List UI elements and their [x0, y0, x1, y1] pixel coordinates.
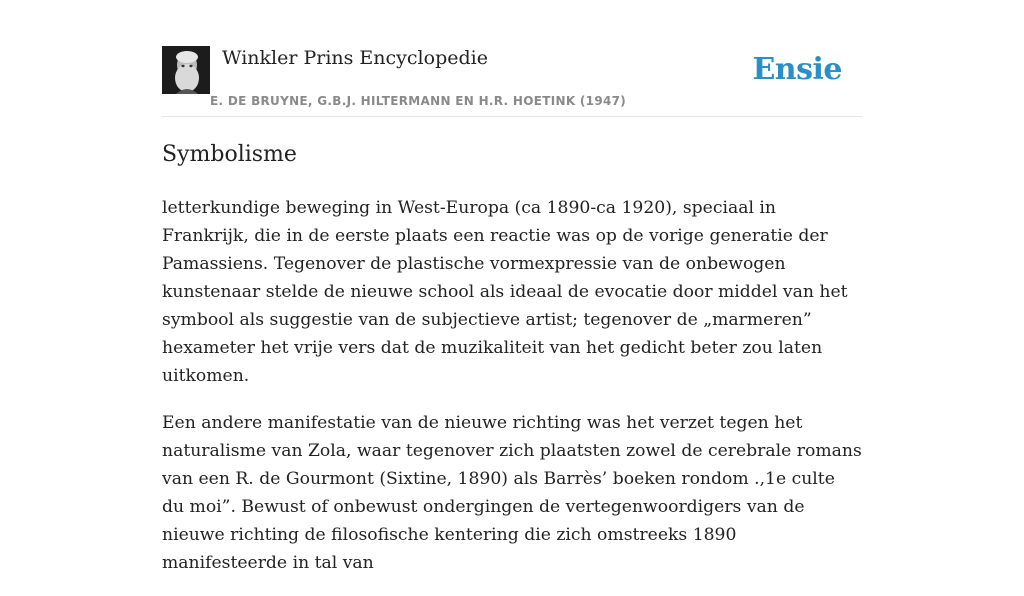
ensie-logo[interactable]: Ensie	[752, 52, 842, 87]
article	[162, 140, 862, 596]
source-title[interactable]: Winkler Prins Encyclopedie	[222, 47, 488, 69]
article-title: Symbolisme	[162, 142, 297, 167]
author-portrait-icon	[162, 46, 210, 94]
author-avatar	[162, 46, 210, 94]
article-paragraph: letterkundige beweging in West-Europa (ca 1890-ca 1920), speciaal in Frankrijk, die in de eerste plaats een reactie was op de vorige generatie der Pamassiens. Tegenover de plastische vormexpressie van de onbewogen kunstenaar stelde de nieuwe school als ideaal de evocatie door middel van het symbool als suggestie van de subjectieve artist; tegenover de „marmeren” hexameter het vrije vers dat de muzikaliteit van het gedicht beter zou laten uitkomen.	[162, 198, 848, 386]
source-header	[162, 46, 862, 117]
source-authors: E. DE BRUYNE, G.B.J. HILTERMANN EN H.R. HOETINK (1947)	[210, 94, 627, 108]
article-paragraph: Een andere manifestatie van de nieuwe richting was het verzet tegen het naturalisme van Zola, waar tegenover zich plaatsten zowel de cerebrale romans van een R. de Gourmont (Sixtine, 1890) als Barrès’ boeken rondom .,1e culte du moi”. Bewust of onbewust ondergingen de vertegenwoordigers van de nieuwe richting de filosofische kentering die zich omstreeks 1890 manifesteerde in tal van	[162, 413, 862, 573]
